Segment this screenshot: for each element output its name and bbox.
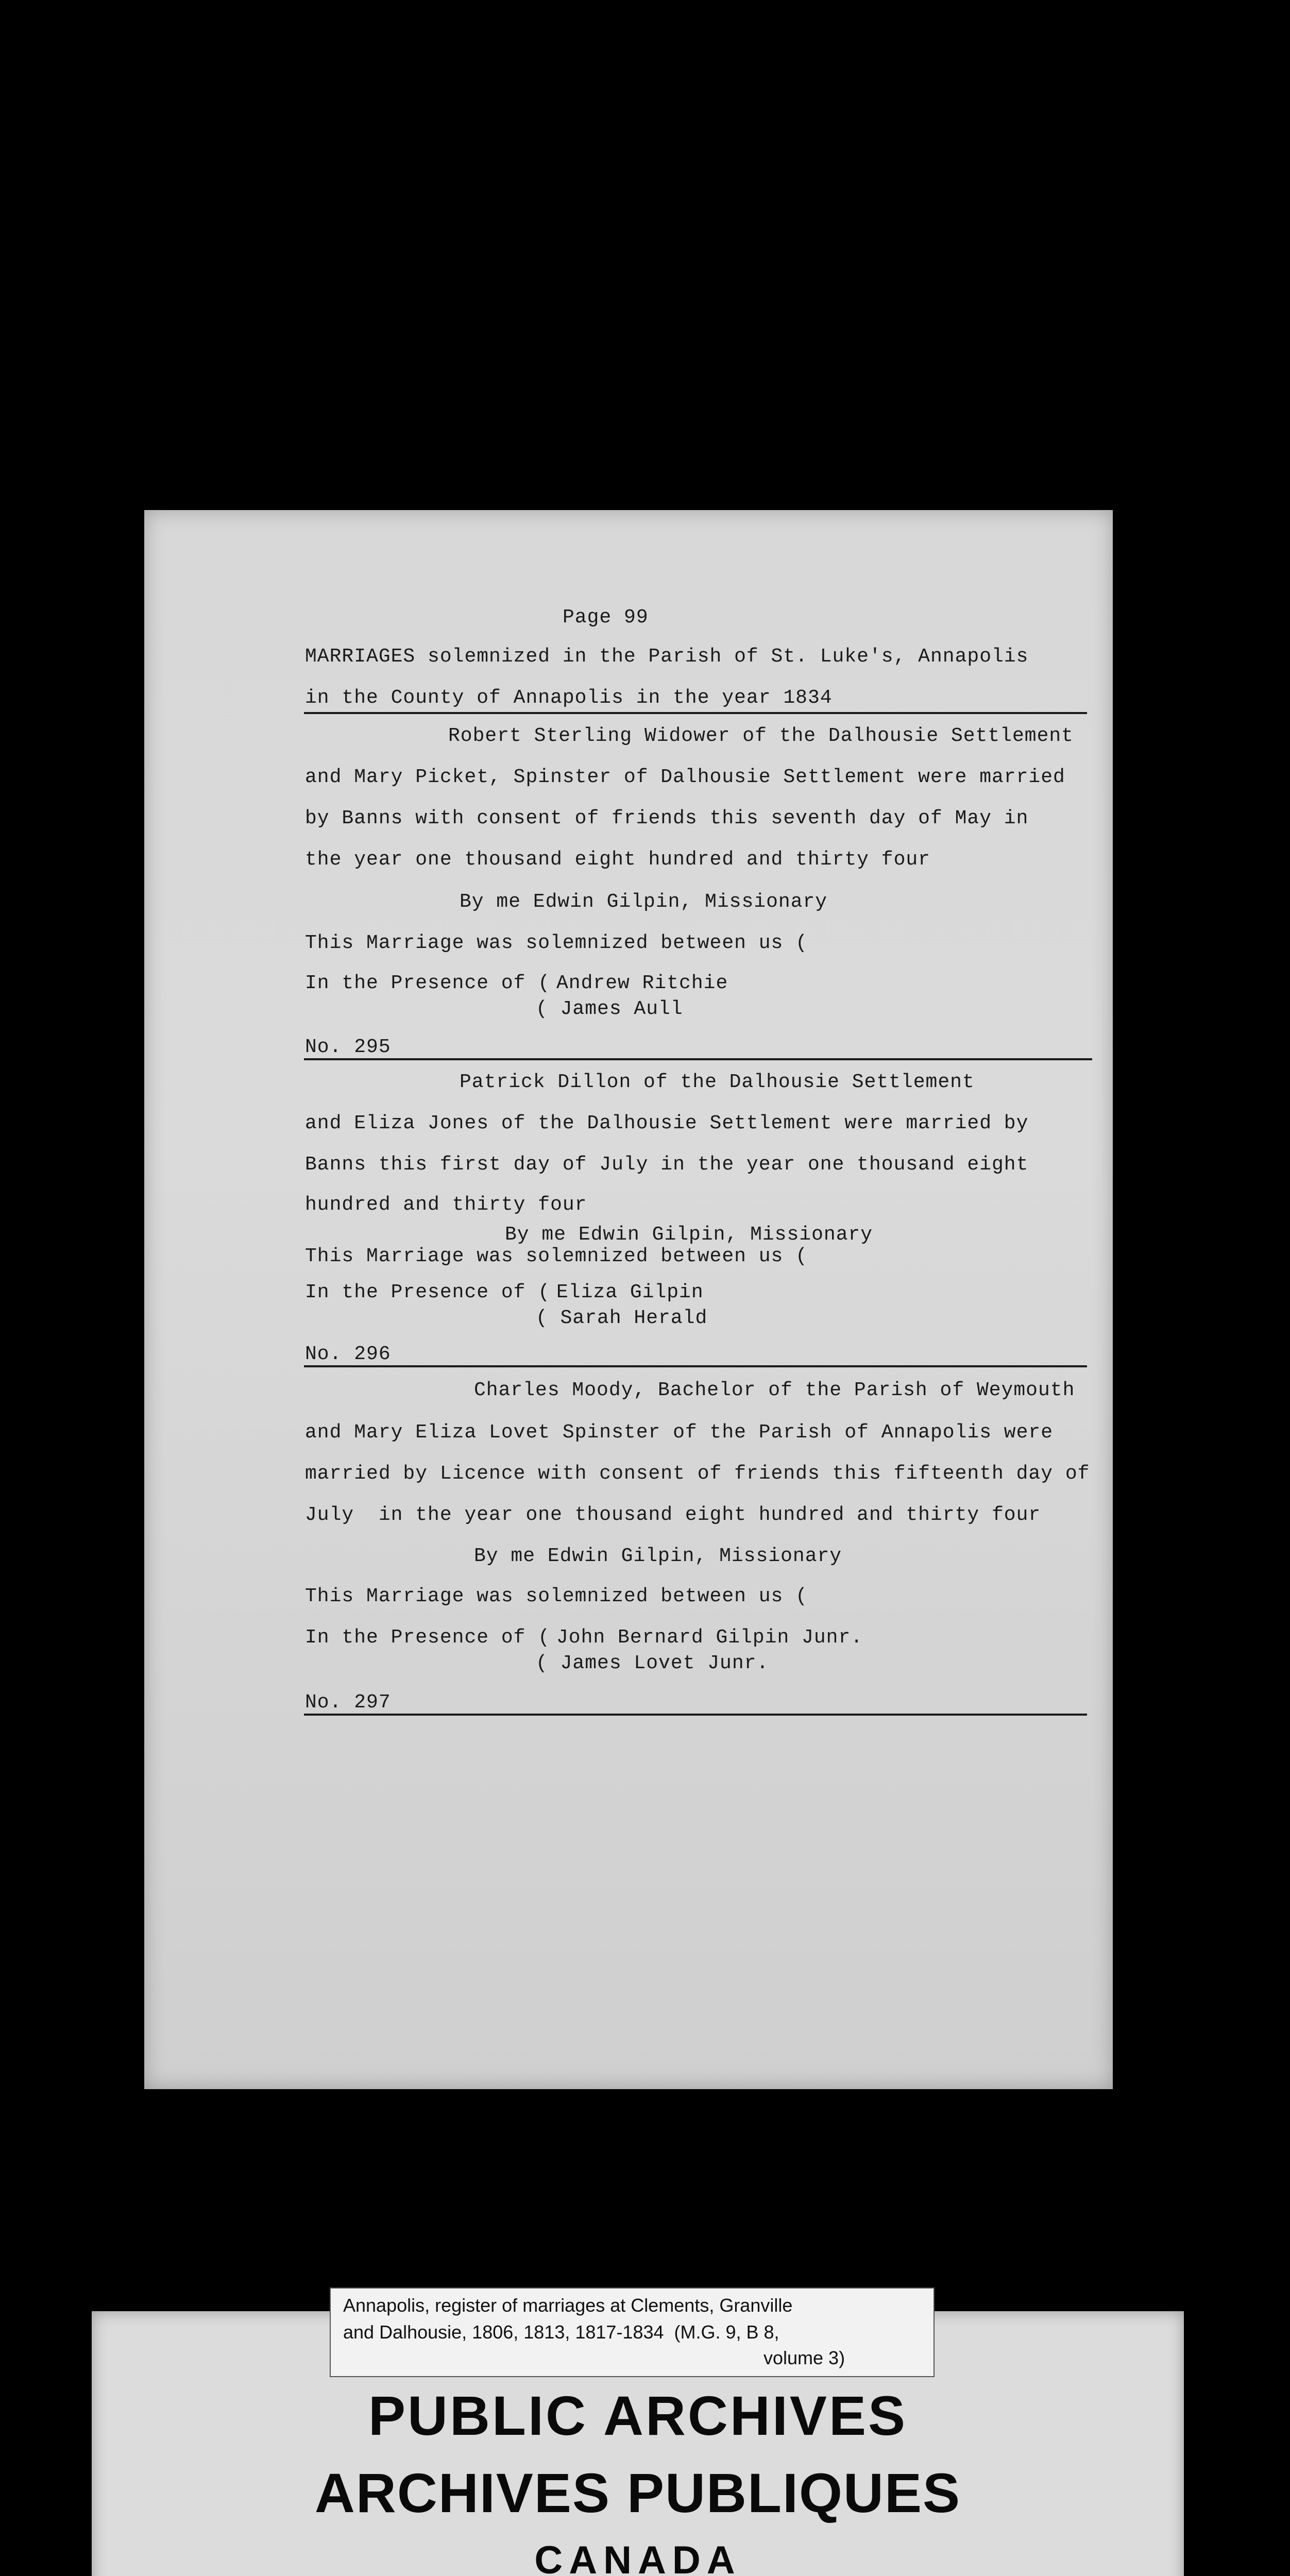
entry-297-rule [304,1714,1087,1716]
entry-296-witness1: Eliza Gilpin [556,1281,704,1303]
archives-title-fr: ARCHIVES PUBLIQUES [314,2462,961,2524]
entry-295-witness1: Andrew Ritchie [556,972,728,994]
catalogue-slip [330,2287,935,2377]
entry-297-solemnized: This Marriage was solemnized between us ( [305,1585,808,1607]
entry-297-officiant: By me Edwin Gilpin, Missionary [474,1545,842,1567]
entry-297-line1: Charles Moody, Bachelor of the Parish of Weymouth [474,1379,1075,1401]
entry-295-presence-label: In the Presence of ( [305,972,551,994]
entry-296-line2: and Eliza Jones of the Dalhousie Settlement were married by [305,1112,1029,1134]
entry-296-number: No. 296 [305,1343,391,1365]
entry-297-line3: married by Licence with consent of friends this fifteenth day of [305,1463,1090,1485]
entry-295-line3: by Banns with consent of friends this seventh day of May in [305,807,1029,829]
entry-297-presence-label: In the Presence of ( [305,1626,551,1649]
page-number: Page 99 [563,606,649,629]
entry-296-officiant: By me Edwin Gilpin, Missionary [505,1224,873,1246]
catalogue-slip-line2: and Dalhousie, 1806, 1813, 1817-1834 (M.G. 9, B 8, [343,2321,779,2343]
archives-title-en: PUBLIC ARCHIVES [368,2384,908,2447]
register-header-line2: in the County of Annapolis in the year 1834 [305,687,833,709]
entry-297-witness2: ( James Lovet Junr. [536,1652,769,1674]
entry-295-line4: the year one thousand eight hundred and thirty four [305,849,930,871]
entry-295-line1: Robert Sterling Widower of the Dalhousie Settlement [448,725,1074,747]
entry-295-solemnized: This Marriage was solemnized between us ( [305,932,808,954]
entry-295-witness2: ( James Aull [536,998,683,1020]
entry-297-line2: and Mary Eliza Lovet Spinster of the Parish of Annapolis were [305,1421,1054,1444]
entry-296-line3: Banns this first day of July in the year one thousand eight [305,1154,1029,1176]
entry-296-rule [304,1365,1087,1367]
entry-297-number: No. 297 [305,1691,391,1714]
entry-296-line4: hundred and thirty four [305,1194,587,1216]
archives-country: CANADA [534,2538,741,2576]
entry-296-solemnized: This Marriage was solemnized between us ( [305,1245,808,1267]
entry-296-witness2: ( Sarah Herald [536,1307,708,1329]
register-header-line1: MARRIAGES solemnized in the Parish of St. Luke's, Annapolis [305,646,1029,668]
catalogue-slip-line3: volume 3) [763,2347,845,2368]
entry-297-witness1: John Bernard Gilpin Junr. [556,1626,863,1649]
entry-295-rule [304,1058,1092,1060]
entry-296-presence-label: In the Presence of ( [305,1281,551,1303]
entry-295-line2: and Mary Picket, Spinster of Dalhousie Settlement were married [305,766,1065,788]
entry-295-number: No. 295 [305,1036,391,1058]
entry-296-line1: Patrick Dillon of the Dalhousie Settlement [460,1071,975,1093]
catalogue-slip-line1: Annapolis, register of marriages at Clements, Granville [343,2295,793,2316]
entry-297-line4: July in the year one thousand eight hundred and thirty four [305,1504,1041,1526]
entry-295-officiant: By me Edwin Gilpin, Missionary [460,891,828,913]
register-page [144,510,1113,2089]
header-rule [304,712,1087,714]
